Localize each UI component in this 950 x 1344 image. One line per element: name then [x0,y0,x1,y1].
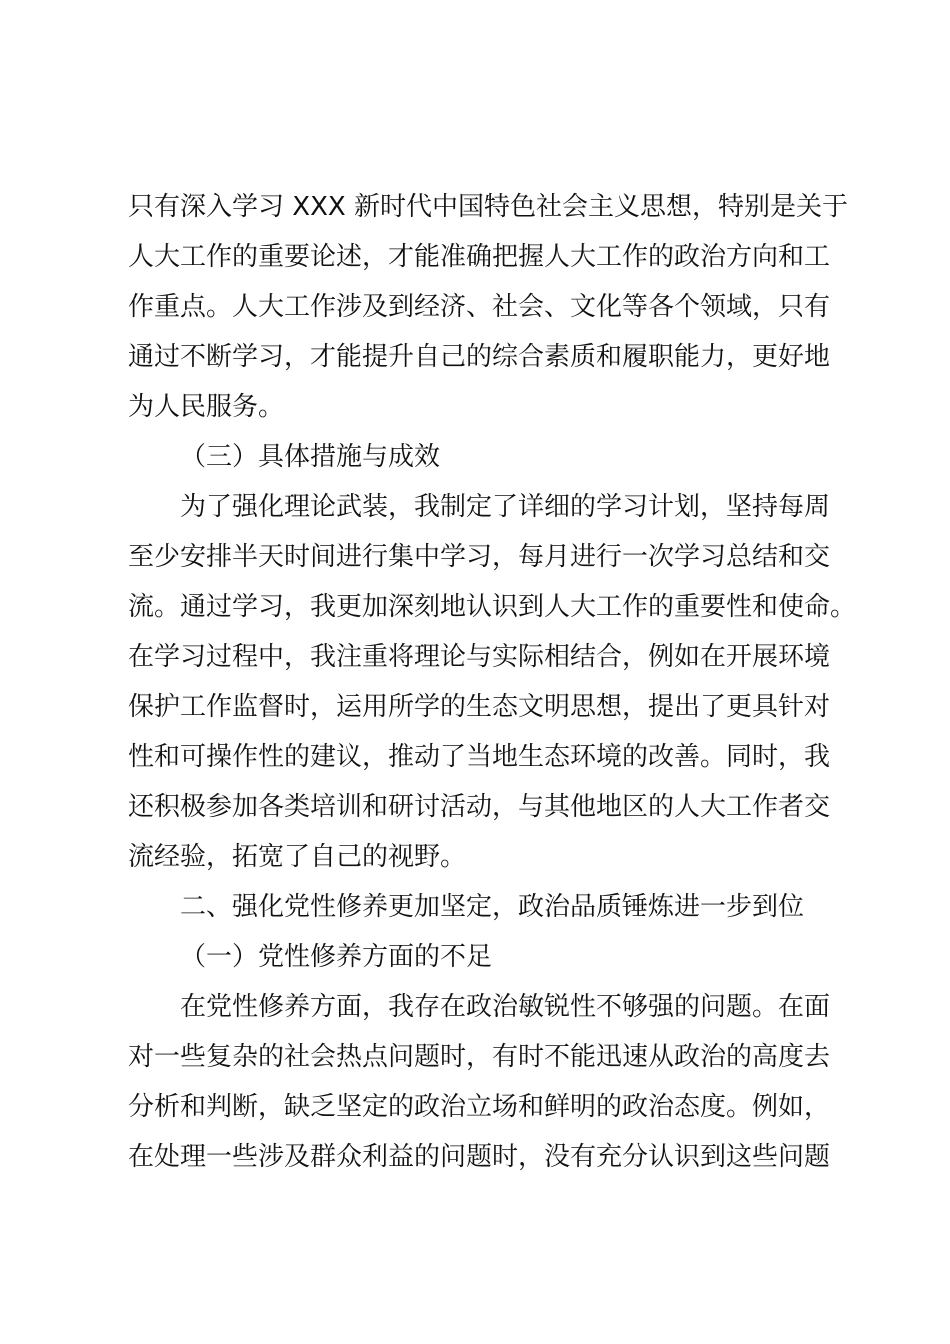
body-line: 通过不断学习，才能提升自己的综合素质和履职能力，更好地 [128,342,831,372]
paragraph-first-line: 为了强化理论武装，我制定了详细的学习计划，坚持每周 [180,492,831,522]
body-line: 作重点。人大工作涉及到经济、社会、文化等各个领域，只有 [128,292,831,322]
body-line: 至少安排半天时间进行集中学习，每月进行一次学习总结和交 [128,542,831,572]
document-body [128,182,857,1182]
body-line: 为人民服务。 [128,392,285,422]
chapter-heading: 二、强化党性修养更加坚定，政治品质锤炼进一步到位 [180,892,805,922]
body-line: 在处理一些涉及群众利益的问题时，没有充分认识到这些问题 [128,1142,831,1172]
section-heading: （三）具体措施与成效 [180,442,441,472]
body-line: 对一些复杂的社会热点问题时，有时不能迅速从政治的高度去 [128,1042,831,1072]
body-line: 只有深入学习 XXX 新时代中国特色社会主义思想，特别是关于 [128,192,848,222]
body-line: 流经验，拓宽了自己的视野。 [128,842,467,872]
body-line: 性和可操作性的建议，推动了当地生态环境的改善。同时，我 [128,742,831,772]
body-line: 在学习过程中，我注重将理论与实际相结合，例如在开展环境 [128,642,831,672]
body-line: 还积极参加各类培训和研讨活动，与其他地区的人大工作者交 [128,792,831,822]
body-line: 人大工作的重要论述，才能准确把握人大工作的政治方向和工 [128,242,831,272]
paragraph-first-line: 在党性修养方面，我存在政治敏锐性不够强的问题。在面 [180,992,831,1022]
body-line: 分析和判断，缺乏坚定的政治立场和鲜明的政治态度。例如， [128,1092,831,1122]
body-line: 保护工作监督时，运用所学的生态文明思想，提出了更具针对 [128,692,831,722]
body-line: 流。通过学习，我更加深刻地认识到人大工作的重要性和使命。 [128,592,857,622]
section-heading: （一）党性修养方面的不足 [180,942,493,972]
